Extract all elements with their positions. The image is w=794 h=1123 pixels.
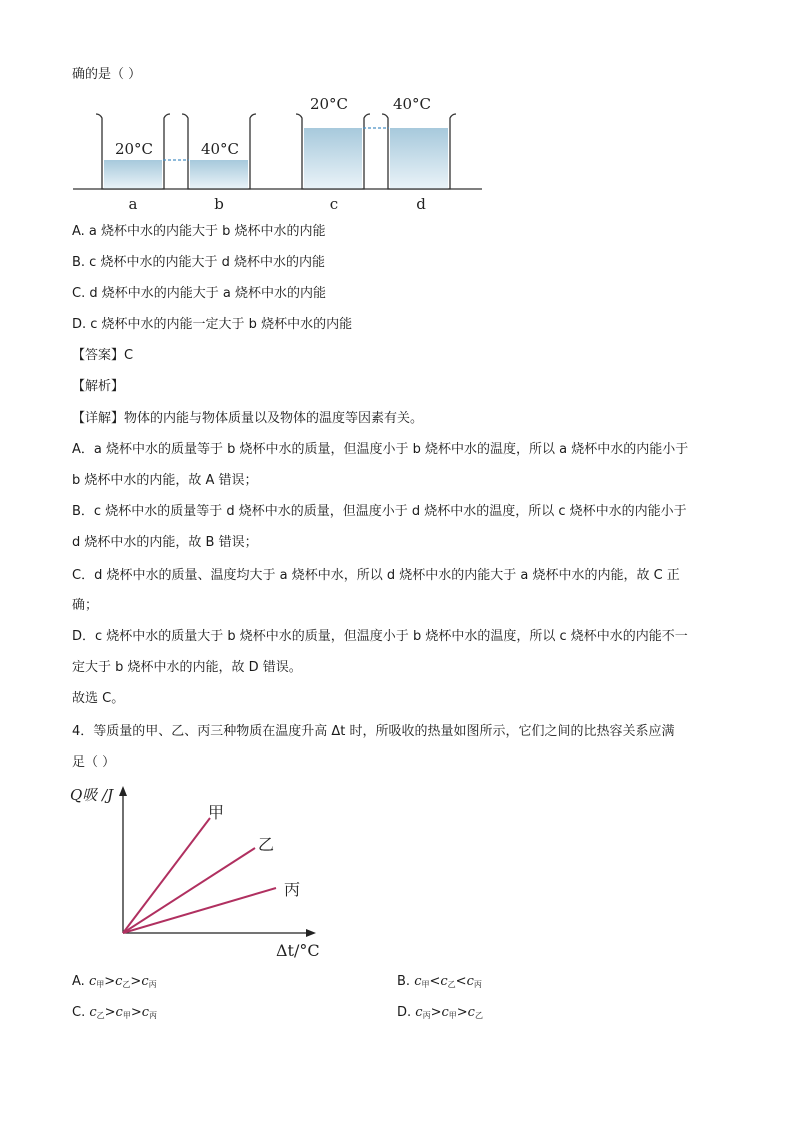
- var-c: c: [466, 974, 474, 989]
- question-3-stem-tail: 确的是（ ）: [72, 67, 142, 82]
- line-yi: [123, 848, 255, 933]
- operator: >: [104, 1005, 116, 1020]
- operator: <: [429, 974, 441, 989]
- q3-option-b: B. c 烧杯中水的内能大于 d 烧杯中水的内能: [72, 255, 325, 270]
- q3-analysis-label: 【解析】: [72, 379, 125, 394]
- q3-detail-line: d 烧杯中水的内能，故 B 错误；: [72, 535, 258, 550]
- heat-graph: [70, 780, 340, 970]
- beakers-figure: [70, 92, 490, 214]
- q3-detail-line: C．d 烧杯中水的质量、温度均大于 a 烧杯中水，所以 d 烧杯中水的内能大于 a 烧杯中水的内能，故 C 正: [72, 568, 680, 583]
- y-axis-arrow: [119, 786, 127, 796]
- label-jia: 甲: [208, 803, 225, 822]
- q3-detail-line: A．a 烧杯中水的质量等于 b 烧杯中水的质量，但温度小于 b 烧杯中水的温度，所以 a 烧杯中水的内能小于: [72, 442, 689, 457]
- var-c: c: [115, 974, 123, 989]
- operator: >: [130, 1005, 142, 1020]
- subscript: 丙: [148, 980, 157, 989]
- subscript: 丙: [149, 1011, 158, 1020]
- question-4-stem-cont: 足（ ）: [72, 755, 116, 770]
- q3-detail-line: b 烧杯中水的内能，故 A 错误；: [72, 473, 258, 488]
- q4-option-d: [397, 1004, 483, 1025]
- option-letter: D.: [397, 1005, 412, 1020]
- option-letter: A.: [72, 974, 85, 989]
- beaker-d: [382, 95, 456, 189]
- var-c: c: [414, 974, 422, 989]
- var-c: c: [88, 974, 97, 989]
- beaker-c-water: [304, 128, 362, 189]
- subscript: 乙: [122, 980, 131, 989]
- q4-option-b: [397, 973, 482, 994]
- q3-detail-line: 【详解】物体的内能与物体质量以及物体的温度等因素有关。: [72, 411, 424, 426]
- x-axis-label: Δt/°C: [276, 941, 320, 960]
- beaker-c-letter: c: [329, 195, 339, 213]
- subscript: 乙: [96, 1011, 105, 1020]
- beaker-b-letter: b: [214, 195, 224, 213]
- q4-option-a: [72, 973, 157, 994]
- q3-option-a: A. a 烧杯中水的内能大于 b 烧杯中水的内能: [72, 224, 326, 239]
- subscript: 乙: [474, 1011, 483, 1020]
- var-c: c: [141, 1005, 150, 1020]
- var-c: c: [467, 1005, 475, 1020]
- x-axis-arrow: [306, 929, 316, 937]
- label-bing: 丙: [284, 880, 301, 899]
- subscript: 丙: [473, 980, 482, 989]
- beaker-b: [182, 114, 256, 189]
- q3-option-d: D. c 烧杯中水的内能一定大于 b 烧杯中水的内能: [72, 317, 353, 332]
- beaker-d-water: [390, 128, 448, 189]
- q3-detail-line: 确；: [72, 598, 99, 613]
- subscript: 甲: [96, 980, 105, 989]
- operator: >: [430, 1005, 442, 1020]
- var-c: c: [141, 974, 149, 989]
- beaker-a-letter: a: [128, 195, 138, 213]
- subscript: 甲: [421, 980, 430, 989]
- subscript: 丙: [422, 1011, 431, 1020]
- q3-detail-line: 定大于 b 烧杯中水的内能，故 D 错误。: [72, 660, 302, 675]
- operator: >: [130, 974, 142, 989]
- subscript: 乙: [447, 980, 456, 989]
- option-letter: B.: [397, 974, 411, 989]
- beaker-c: [296, 95, 370, 189]
- var-c: c: [89, 1005, 97, 1020]
- beaker-d-temp: 40°C: [392, 95, 432, 113]
- beaker-a: [96, 114, 170, 189]
- question-4-stem: 4．等质量的甲、乙、丙三种物质在温度升高 Δt 时，所吸收的热量如图所示，它们之间的比热容关系应满: [72, 724, 675, 739]
- y-axis-label: Q吸 /J: [70, 786, 114, 804]
- subscript: 甲: [122, 1011, 131, 1020]
- q4-option-c: [72, 1004, 157, 1025]
- beaker-d-letter: d: [416, 195, 426, 213]
- beaker-b-water: [190, 160, 248, 189]
- line-bing: [123, 888, 276, 933]
- beaker-c-temp: 20°C: [309, 95, 349, 113]
- q3-conclusion: 故选 C。: [72, 691, 125, 706]
- var-c: c: [441, 1005, 449, 1020]
- option-letter: C.: [72, 1005, 86, 1020]
- beaker-a-water: [104, 160, 162, 189]
- line-jia: [123, 818, 210, 933]
- beaker-b-temp: 40°C: [200, 140, 240, 158]
- var-c: c: [415, 1005, 423, 1020]
- operator: >: [104, 974, 116, 989]
- operator: <: [455, 974, 467, 989]
- var-c: c: [440, 974, 448, 989]
- q3-detail-line: B．c 烧杯中水的质量等于 d 烧杯中水的质量，但温度小于 d 烧杯中水的温度，所以 c 烧杯中水的内能小于: [72, 504, 687, 519]
- var-c: c: [115, 1005, 123, 1020]
- q3-detail-line: D．c 烧杯中水的质量大于 b 烧杯中水的质量，但温度小于 b 烧杯中水的温度，所以 c 烧杯中水的内能不一: [72, 629, 688, 644]
- beaker-a-temp: 20°C: [114, 140, 154, 158]
- operator: >: [456, 1005, 468, 1020]
- q3-answer: 【答案】C: [72, 348, 134, 363]
- label-yi: 乙: [258, 835, 275, 854]
- subscript: 甲: [448, 1011, 457, 1020]
- q3-option-c: C. d 烧杯中水的内能大于 a 烧杯中水的内能: [72, 286, 326, 301]
